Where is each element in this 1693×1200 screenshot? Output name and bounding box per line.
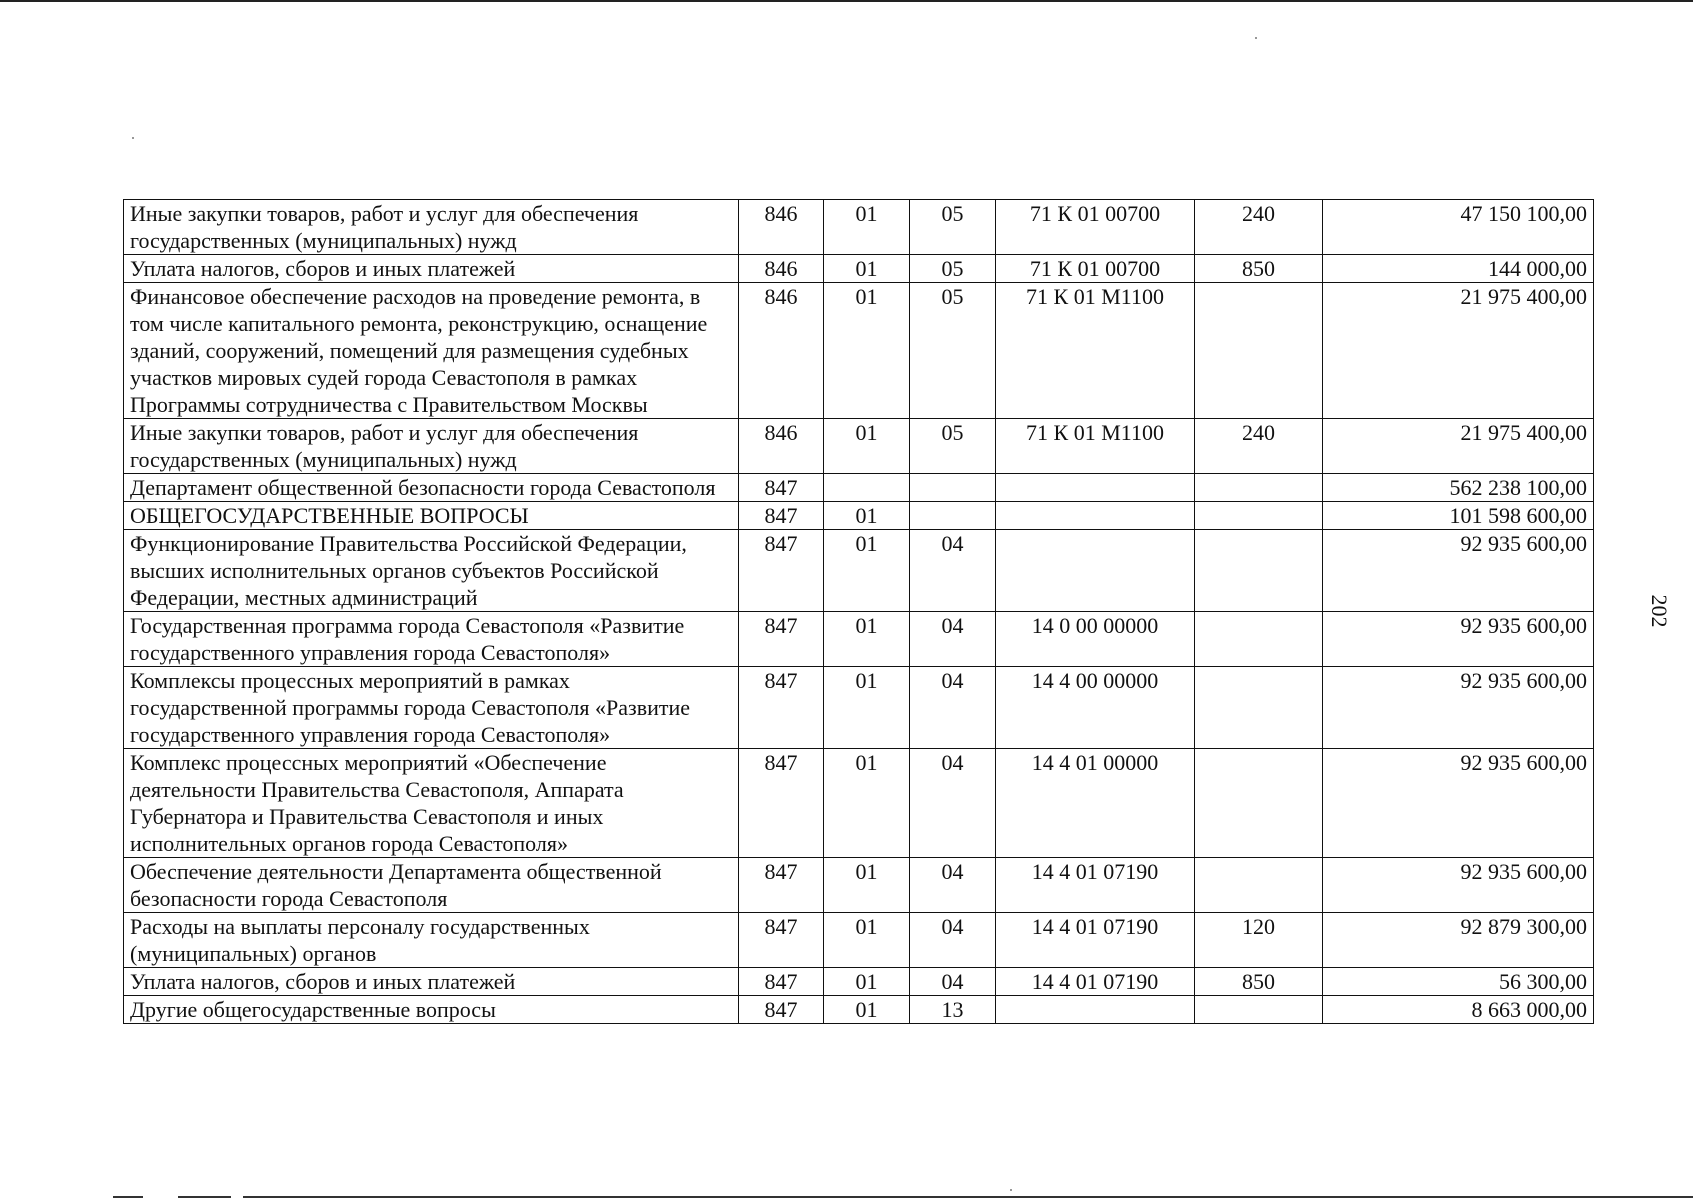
cell-target-article xyxy=(996,474,1195,502)
cell-amount: 92 879 300,00 xyxy=(1323,913,1594,968)
cell-target-article: 71 К 01 00700 xyxy=(996,255,1195,283)
cell-name: Расходы на выплаты персоналу государственных (муниципальных) органов xyxy=(124,913,739,968)
cell-department-code: 847 xyxy=(739,612,824,667)
cell-section-code: 01 xyxy=(824,996,910,1024)
cell-subsection-code: 05 xyxy=(910,255,996,283)
cell-target-article: 14 4 01 07190 xyxy=(996,968,1195,996)
cell-target-article xyxy=(996,530,1195,612)
table-row xyxy=(124,913,1594,968)
cell-subsection-code xyxy=(910,474,996,502)
cell-target-article: 71 К 01 М1100 xyxy=(996,283,1195,419)
cell-name: Комплекс процессных мероприятий «Обеспечение деятельности Правительства Севастополя, Аппарата Губернатора и Правительства Севастополя и иных исполнительных органов города Севастополя» xyxy=(124,749,739,858)
cell-amount: 101 598 600,00 xyxy=(1323,502,1594,530)
cell-target-article xyxy=(996,996,1195,1024)
cell-target-article: 14 4 01 00000 xyxy=(996,749,1195,858)
cell-amount: 47 150 100,00 xyxy=(1323,200,1594,255)
table-row xyxy=(124,474,1594,502)
budget-table xyxy=(123,199,1594,1024)
table-row xyxy=(124,200,1594,255)
cell-name: Иные закупки товаров, работ и услуг для обеспечения государственных (муниципальных) нужд xyxy=(124,200,739,255)
cell-subsection-code: 05 xyxy=(910,419,996,474)
cell-department-code: 847 xyxy=(739,667,824,749)
cell-name: Уплата налогов, сборов и иных платежей xyxy=(124,968,739,996)
cell-amount: 562 238 100,00 xyxy=(1323,474,1594,502)
table-row xyxy=(124,419,1594,474)
cell-name: Финансовое обеспечение расходов на проведение ремонта, в том числе капитального ремонта, реконструкцию, оснащение зданий, сооружений, помещений для размещения судебных участков мировых судей города Севастополя в рамках Программы сотрудничества с Правительством Москвы xyxy=(124,283,739,419)
table-row xyxy=(124,255,1594,283)
cell-section-code: 01 xyxy=(824,502,910,530)
cell-expense-type xyxy=(1195,474,1323,502)
cell-subsection-code: 04 xyxy=(910,530,996,612)
cell-section-code: 01 xyxy=(824,530,910,612)
table-row xyxy=(124,749,1594,858)
cell-department-code: 847 xyxy=(739,858,824,913)
cell-department-code: 847 xyxy=(739,996,824,1024)
cell-subsection-code: 05 xyxy=(910,200,996,255)
bottom-rule xyxy=(243,1196,1693,1198)
cell-subsection-code: 04 xyxy=(910,968,996,996)
cell-target-article: 71 К 01 00700 xyxy=(996,200,1195,255)
cell-subsection-code: 04 xyxy=(910,667,996,749)
cell-section-code: 01 xyxy=(824,612,910,667)
cell-amount: 8 663 000,00 xyxy=(1323,996,1594,1024)
cell-department-code: 847 xyxy=(739,968,824,996)
cell-expense-type xyxy=(1195,530,1323,612)
table-row xyxy=(124,530,1594,612)
page-number: 202 xyxy=(1647,594,1672,628)
cell-expense-type xyxy=(1195,667,1323,749)
cell-section-code xyxy=(824,474,910,502)
cell-subsection-code: 04 xyxy=(910,913,996,968)
cell-section-code: 01 xyxy=(824,283,910,419)
cell-department-code: 846 xyxy=(739,255,824,283)
cell-name: Другие общегосударственные вопросы xyxy=(124,996,739,1024)
table-row xyxy=(124,283,1594,419)
bottom-rule xyxy=(178,1196,231,1198)
cell-expense-type xyxy=(1195,502,1323,530)
cell-expense-type xyxy=(1195,996,1323,1024)
cell-expense-type: 120 xyxy=(1195,913,1323,968)
cell-expense-type: 850 xyxy=(1195,255,1323,283)
cell-target-article: 14 4 00 00000 xyxy=(996,667,1195,749)
cell-subsection-code: 04 xyxy=(910,749,996,858)
cell-target-article: 14 4 01 07190 xyxy=(996,858,1195,913)
top-border xyxy=(0,0,1693,2)
cell-department-code: 847 xyxy=(739,913,824,968)
cell-expense-type xyxy=(1195,283,1323,419)
table-row xyxy=(124,612,1594,667)
cell-subsection-code: 13 xyxy=(910,996,996,1024)
cell-amount: 21 975 400,00 xyxy=(1323,419,1594,474)
cell-name: Государственная программа города Севастополя «Развитие государственного управления города Севастополя» xyxy=(124,612,739,667)
cell-subsection-code: 04 xyxy=(910,858,996,913)
cell-name: Обеспечение деятельности Департамента общественной безопасности города Севастополя xyxy=(124,858,739,913)
cell-amount: 92 935 600,00 xyxy=(1323,612,1594,667)
cell-name: Департамент общественной безопасности города Севастополя xyxy=(124,474,739,502)
cell-section-code: 01 xyxy=(824,968,910,996)
table-row xyxy=(124,667,1594,749)
cell-expense-type: 850 xyxy=(1195,968,1323,996)
table-row xyxy=(124,858,1594,913)
scan-speck xyxy=(1255,37,1257,39)
cell-subsection-code: 04 xyxy=(910,612,996,667)
cell-expense-type xyxy=(1195,749,1323,858)
scan-speck xyxy=(132,137,134,139)
scan-speck xyxy=(1010,1189,1012,1191)
bottom-rule xyxy=(113,1196,143,1198)
table-row xyxy=(124,968,1594,996)
cell-department-code: 846 xyxy=(739,419,824,474)
cell-department-code: 847 xyxy=(739,474,824,502)
cell-name: Комплексы процессных мероприятий в рамках государственной программы города Севастополя «Развитие государственного управления города Севастополя» xyxy=(124,667,739,749)
cell-expense-type: 240 xyxy=(1195,419,1323,474)
cell-department-code: 846 xyxy=(739,283,824,419)
cell-department-code: 847 xyxy=(739,502,824,530)
cell-amount: 92 935 600,00 xyxy=(1323,749,1594,858)
cell-section-code: 01 xyxy=(824,858,910,913)
cell-amount: 21 975 400,00 xyxy=(1323,283,1594,419)
table-row xyxy=(124,502,1594,530)
cell-expense-type xyxy=(1195,858,1323,913)
cell-name: ОБЩЕГОСУДАРСТВЕННЫЕ ВОПРОСЫ xyxy=(124,502,739,530)
budget-table-body xyxy=(124,200,1594,1024)
cell-section-code: 01 xyxy=(824,419,910,474)
cell-section-code: 01 xyxy=(824,749,910,858)
cell-target-article xyxy=(996,502,1195,530)
cell-amount: 92 935 600,00 xyxy=(1323,530,1594,612)
cell-subsection-code xyxy=(910,502,996,530)
cell-expense-type xyxy=(1195,612,1323,667)
cell-section-code: 01 xyxy=(824,913,910,968)
cell-amount: 92 935 600,00 xyxy=(1323,858,1594,913)
cell-name: Иные закупки товаров, работ и услуг для обеспечения государственных (муниципальных) нужд xyxy=(124,419,739,474)
cell-department-code: 847 xyxy=(739,749,824,858)
cell-subsection-code: 05 xyxy=(910,283,996,419)
cell-department-code: 847 xyxy=(739,530,824,612)
cell-section-code: 01 xyxy=(824,200,910,255)
cell-name: Функционирование Правительства Российской Федерации, высших исполнительных органов субъектов Российской Федерации, местных администраций xyxy=(124,530,739,612)
cell-section-code: 01 xyxy=(824,255,910,283)
cell-amount: 92 935 600,00 xyxy=(1323,667,1594,749)
table-row xyxy=(124,996,1594,1024)
cell-name: Уплата налогов, сборов и иных платежей xyxy=(124,255,739,283)
cell-expense-type: 240 xyxy=(1195,200,1323,255)
cell-target-article: 14 0 00 00000 xyxy=(996,612,1195,667)
cell-section-code: 01 xyxy=(824,667,910,749)
cell-department-code: 846 xyxy=(739,200,824,255)
cell-target-article: 14 4 01 07190 xyxy=(996,913,1195,968)
cell-amount: 144 000,00 xyxy=(1323,255,1594,283)
cell-amount: 56 300,00 xyxy=(1323,968,1594,996)
cell-target-article: 71 К 01 М1100 xyxy=(996,419,1195,474)
